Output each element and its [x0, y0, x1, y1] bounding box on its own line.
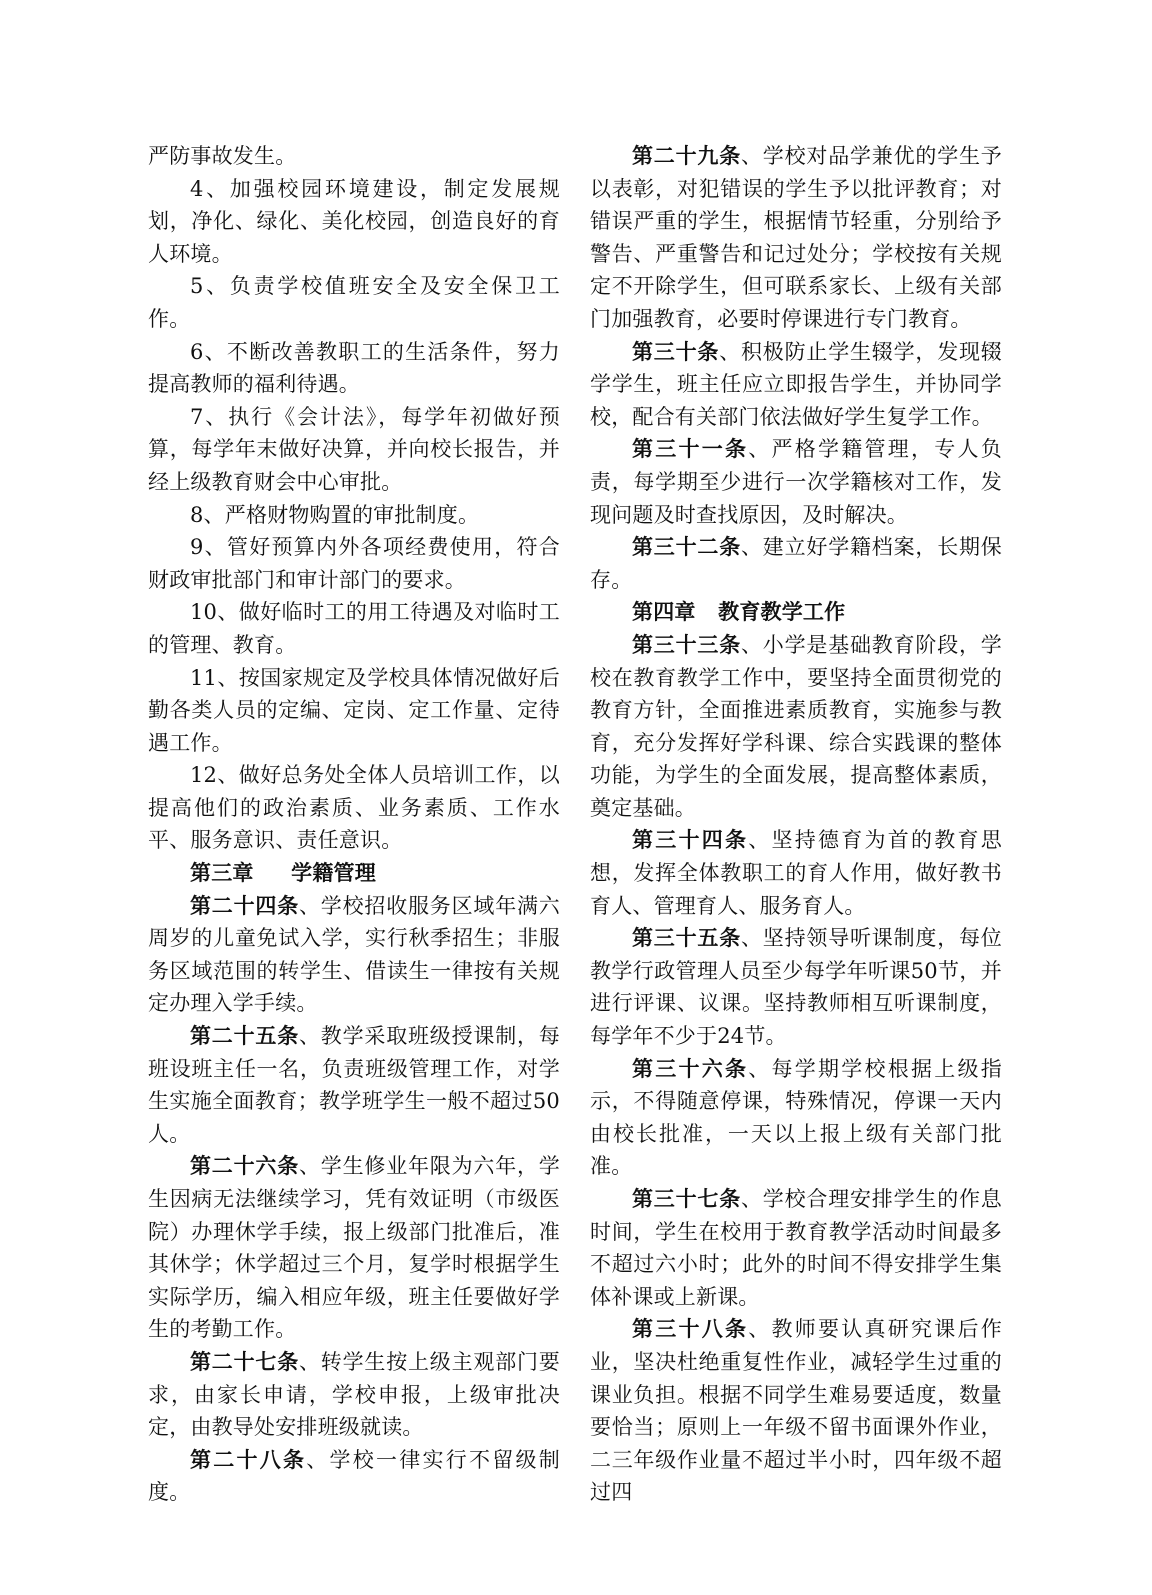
list-item: 9、管好预算内外各项经费使用，符合财政审批部门和审计部门的要求。 [148, 535, 560, 592]
left-column [148, 140, 560, 1509]
article-label: 第三十三条 [632, 631, 741, 657]
article-text: 、坚持领导听课制度，每位教学行政管理人员至少每学年听课50节，并进行评课、议课。坚持教师相互听课制度，每学年不少于24节。 [590, 926, 1002, 1049]
article [590, 629, 1002, 825]
article-text: 、学校对品学兼优的学生予以表彰，对犯错误的学生予以批评教育；对错误严重的学生，根据情节轻重，分别给予警告、严重警告和记过处分；学校按有关规定不开除学生，但可联系家长、上级有关部门加强教育，必要时停课进行专门教育。 [590, 144, 1002, 331]
list-item: 6、不断改善教职工的生活条件，努力提高教师的福利待遇。 [148, 339, 560, 397]
article [590, 140, 1002, 336]
article-text: 、学校合理安排学生的作息时间，学生在校用于教育教学活动时间最多不超过六小时；此外的时间不得安排学生集体补课或上新课。 [590, 1187, 1002, 1309]
chapter-heading: 第四章 教育教学工作 [632, 599, 846, 625]
article-label: 第三十五条 [632, 925, 741, 951]
article-text: 、教学采取班级授课制，每班设班主任一名，负责班级管理工作，对学生实施全面教育；教学班学生一般不超过50人。 [148, 1024, 560, 1146]
article [590, 336, 1002, 434]
article-label: 第三十一条 [632, 436, 749, 462]
article [590, 922, 1002, 1052]
article [590, 1313, 1002, 1509]
article-text: 、建立好学籍档案，长期保存。 [590, 535, 1002, 592]
article-label: 第二十四条 [190, 892, 299, 918]
article-label: 第三十二条 [632, 534, 741, 560]
list-item: 7、执行《会计法》，每学年初做好预算，每学年末做好决算，并向校长报告，并经上级教育财会中心审批。 [148, 404, 560, 494]
article-label: 第二十八条 [190, 1446, 307, 1472]
article-label: 第三十四条 [632, 827, 749, 853]
article-label: 第二十六条 [190, 1153, 299, 1179]
article-text: 、坚持德育为首的教育思想，发挥全体教职工的育人作用，做好教书育人、管理育人、服务育人。 [590, 828, 1002, 918]
article [590, 531, 1002, 596]
paragraph: 严防事故发生。 [148, 144, 297, 168]
list-item: 8、严格财物购置的审批制度。 [190, 502, 480, 527]
list-item: 5、负责学校值班安全及安全保卫工作。 [148, 274, 560, 331]
article-label: 第三十六条 [632, 1055, 749, 1081]
article [590, 824, 1002, 922]
article-text: 、学生修业年限为六年，学生因病无法继续学习，凭有效证明（市级医院）办理休学手续，报上级部门批准后，准其休学；休学超过三个月，复学时根据学生实际学历，编入相应年级，班主任要做好学生的考勤工作。 [148, 1154, 560, 1342]
article-label: 第三十七条 [632, 1186, 741, 1211]
article-label: 第三十条 [632, 338, 720, 364]
article [590, 433, 1002, 531]
article-text: 、教师要认真研究课后作业，坚决杜绝重复性作业，减轻学生过重的课业负担。根据不同学生难易要适度，数量要恰当；原则上一年级不留书面课外作业，二三年级作业量不超过半小时，四年级不超过四 [590, 1317, 1002, 1505]
article-label: 第二十五条 [190, 1023, 299, 1049]
list-item: 4、加强校园环境建设，制定发展规划，净化、绿化、美化校园，创造良好的育人环境。 [148, 176, 560, 266]
article-text: 、严格学籍管理，专人负责，每学期至少进行一次学籍核对工作，发现问题及时查找原因，及时解决。 [590, 437, 1002, 527]
chapter-heading: 第三章 学籍管理 [190, 860, 376, 886]
article-text: 、积极防止学生辍学，发现辍学学生，班主任应立即报告学生，并协同学校，配合有关部门依法做好学生复学工作。 [590, 339, 1002, 429]
article-text: 、转学生按上级主观部门要求，由家长申请，学校申报，上级审批决定，由教导处安排班级就读。 [148, 1349, 560, 1440]
article [148, 1020, 560, 1150]
article [148, 890, 560, 1020]
article-text: 、学校招收服务区域年满六周岁的儿童免试入学，实行秋季招生；非服务区域范围的转学生、借读生一律按有关规定办理入学手续。 [148, 893, 560, 1016]
list-item: 10、做好临时工的用工待遇及对临时工的管理、教育。 [148, 600, 560, 657]
right-column [590, 140, 1002, 1509]
article-text: 、小学是基础教育阶段，学校在教育教学工作中，要坚持全面贯彻党的教育方针，全面推进素质教育，实施参与教育，充分发挥好学科课、综合实践课的整体功能，为学生的全面发展，提高整体素质，奠定基础。 [590, 632, 1002, 820]
article [148, 1150, 560, 1346]
article [590, 1183, 1002, 1313]
article-label: 第三十八条 [632, 1316, 749, 1342]
list-item: 11、按国家规定及学校具体情况做好后勤各类人员的定编、定岗、定工作量、定待遇工作。 [148, 665, 560, 755]
article-label: 第二十九条 [632, 143, 741, 168]
article [148, 1346, 560, 1444]
article-text: 、每学期学校根据上级指示，不得随意停课，特殊情况，停课一天内由校长批准，一天以上报上级有关部门批准。 [590, 1056, 1002, 1179]
article [590, 1053, 1002, 1183]
article-text: 、学校一律实行不留级制度。 [148, 1447, 560, 1505]
list-item: 12、做好总务处全体人员培训工作，以提高他们的政治素质、业务素质、工作水平、服务意识、责任意识。 [148, 763, 560, 853]
article-label: 第二十七条 [190, 1348, 299, 1374]
article [148, 1444, 560, 1509]
